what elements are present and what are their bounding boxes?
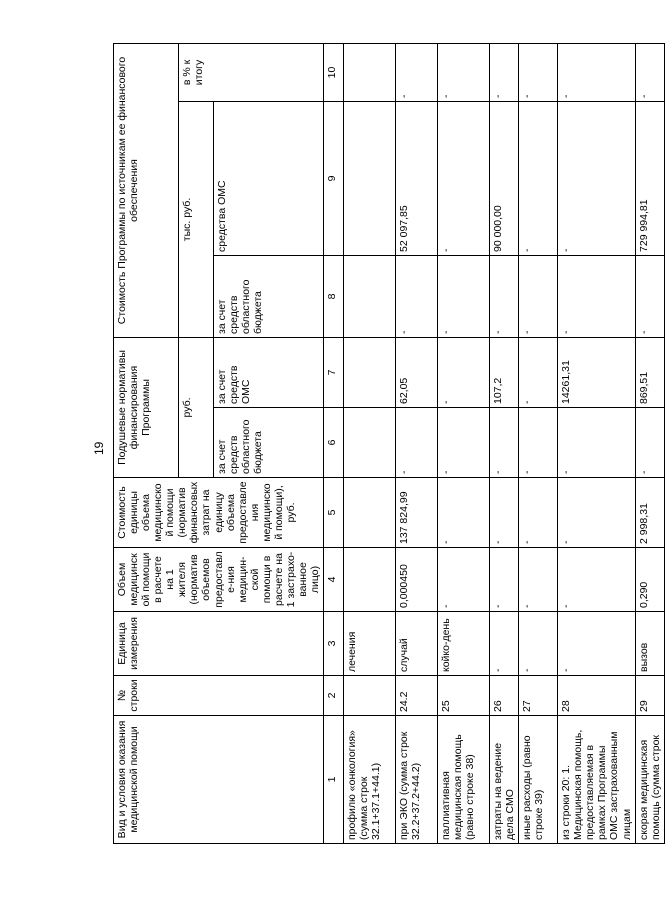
cell-unit-cost: - bbox=[438, 478, 490, 548]
header-percent-total: в % к итогу bbox=[179, 43, 324, 101]
cell-unit: койко-день bbox=[438, 612, 490, 676]
column-number: 4 bbox=[324, 548, 344, 612]
cell-row-number: 29 bbox=[635, 676, 664, 716]
cell-oms-norm: 869,51 bbox=[635, 337, 664, 407]
cell-oms-norm: - bbox=[519, 337, 558, 407]
cell-regional-norm: - bbox=[396, 408, 438, 478]
program-cost-table bbox=[113, 43, 665, 844]
column-number: 8 bbox=[324, 255, 344, 337]
cell-percent: - bbox=[396, 43, 438, 101]
header-program-cost-group: Стоимость Программы по источникам ее финансового обеспечения bbox=[114, 43, 179, 337]
cell-percent: - bbox=[519, 43, 558, 101]
cell-type: профилю «онкология» (сумма строк 32.1+37.1+44.1) bbox=[344, 716, 396, 844]
table-row bbox=[635, 43, 664, 843]
cell-oms-cost: 729 994,81 bbox=[635, 101, 664, 255]
cell-volume: - bbox=[519, 548, 558, 612]
cell-regional-cost: - bbox=[558, 255, 635, 337]
cell-oms-norm: 14261,31 bbox=[558, 337, 635, 407]
header-volume: Объем медицинской помощи в расчете на 1 жителя (норматив объемов предоставле-ния медицин-ской помощи в расчете на 1 застрахо-ванное лицо) bbox=[114, 548, 324, 612]
header-row-number: № строки bbox=[114, 676, 324, 716]
header-oms-funds: средства ОМС bbox=[214, 101, 324, 255]
cell-row-number: 25 bbox=[438, 676, 490, 716]
column-number: 9 bbox=[324, 101, 344, 255]
cell-type: скорая медицинская помощь (сумма строк bbox=[635, 716, 664, 844]
cell-unit-cost bbox=[344, 478, 396, 548]
cell-percent: - bbox=[635, 43, 664, 101]
table-row bbox=[519, 43, 558, 843]
cell-row-number: 26 bbox=[490, 676, 519, 716]
cell-regional-norm bbox=[344, 408, 396, 478]
header-unit: Единица измерения bbox=[114, 612, 324, 676]
cell-regional-cost bbox=[344, 255, 396, 337]
header-row-1 bbox=[114, 43, 179, 843]
cell-volume: 0,000450 bbox=[396, 548, 438, 612]
cell-type: из строки 20: 1. Медицинская помощь, предоставляемая в рамках Программы ОМС застрахованным лицам bbox=[558, 716, 635, 844]
rotated-table-container bbox=[113, 44, 662, 844]
header-per-capita-group: Подушевые нормативы финансирования Программы bbox=[114, 337, 179, 477]
cell-type: при ЭКО (сумма строк 32.2+37.2+44.2) bbox=[396, 716, 438, 844]
cell-oms-norm bbox=[344, 337, 396, 407]
header-unit-cost: Стоимость единицы объема медицинской помощи (норматив финансовых затрат на единицу объема предоставления медицинской помощи), руб. bbox=[114, 478, 324, 548]
column-number-row bbox=[324, 43, 344, 843]
column-number: 1 bbox=[324, 716, 344, 844]
cell-oms-cost: - bbox=[558, 101, 635, 255]
cell-oms-cost: 90 000,00 bbox=[490, 101, 519, 255]
page-number: 19 bbox=[92, 441, 106, 455]
table-row bbox=[344, 43, 396, 843]
cell-type: паллиативная медицинская помощь (равно строке 38) bbox=[438, 716, 490, 844]
cell-percent bbox=[344, 43, 396, 101]
header-rub-unit: руб. bbox=[179, 337, 214, 477]
header-type-conditions: Вид и условия оказания медицинской помощи bbox=[114, 716, 324, 844]
cell-unit: - bbox=[490, 612, 519, 676]
cell-unit-cost: - bbox=[558, 478, 635, 548]
cell-unit-cost: - bbox=[490, 478, 519, 548]
cell-regional-norm: - bbox=[438, 408, 490, 478]
cell-unit-cost: 137 824,99 bbox=[396, 478, 438, 548]
cell-regional-norm: - bbox=[490, 408, 519, 478]
cell-oms-norm: 62,05 bbox=[396, 337, 438, 407]
cell-unit: - bbox=[558, 612, 635, 676]
column-number: 10 bbox=[324, 43, 344, 101]
cell-regional-norm: - bbox=[635, 408, 664, 478]
header-thousand-rub-unit: тыс. руб. bbox=[179, 101, 214, 337]
column-number: 2 bbox=[324, 676, 344, 716]
cell-type: затраты на ведение дела СМО bbox=[490, 716, 519, 844]
cell-row-number: 24.2 bbox=[396, 676, 438, 716]
cell-volume: - bbox=[438, 548, 490, 612]
table-row bbox=[396, 43, 438, 843]
cell-unit-cost: - bbox=[519, 478, 558, 548]
cell-regional-norm: - bbox=[558, 408, 635, 478]
header-regional-budget-norm: за счет средств областного бюджета bbox=[214, 408, 324, 478]
column-number: 5 bbox=[324, 478, 344, 548]
cell-oms-cost: 52 097,85 bbox=[396, 101, 438, 255]
cell-row-number: 28 bbox=[558, 676, 635, 716]
cell-type: иные расходы (равно строке 39) bbox=[519, 716, 558, 844]
cell-percent: - bbox=[558, 43, 635, 101]
cell-volume: - bbox=[490, 548, 519, 612]
cell-row-number bbox=[344, 676, 396, 716]
cell-percent: - bbox=[438, 43, 490, 101]
cell-unit: случай bbox=[396, 612, 438, 676]
header-oms-norm: за счет средств ОМС bbox=[214, 337, 324, 407]
cell-oms-cost bbox=[344, 101, 396, 255]
column-number: 3 bbox=[324, 612, 344, 676]
cell-volume: - bbox=[558, 548, 635, 612]
cell-regional-cost: - bbox=[519, 255, 558, 337]
cell-oms-cost: - bbox=[438, 101, 490, 255]
cell-volume: 0,290 bbox=[635, 548, 664, 612]
cell-unit: вызов bbox=[635, 612, 664, 676]
cell-unit-cost: 2 998,31 bbox=[635, 478, 664, 548]
cell-percent: - bbox=[490, 43, 519, 101]
header-regional-budget-cost: за счет средств областного бюджета bbox=[214, 255, 324, 337]
cell-unit: лечения bbox=[344, 612, 396, 676]
table-row bbox=[558, 43, 635, 843]
cell-regional-cost: - bbox=[438, 255, 490, 337]
table-row bbox=[438, 43, 490, 843]
cell-oms-cost: - bbox=[519, 101, 558, 255]
column-number: 7 bbox=[324, 337, 344, 407]
table-row bbox=[490, 43, 519, 843]
cell-row-number: 27 bbox=[519, 676, 558, 716]
cell-volume bbox=[344, 548, 396, 612]
column-number: 6 bbox=[324, 408, 344, 478]
cell-oms-norm: 107,2 bbox=[490, 337, 519, 407]
cell-regional-cost: - bbox=[490, 255, 519, 337]
cell-unit: - bbox=[519, 612, 558, 676]
cell-regional-cost: - bbox=[635, 255, 664, 337]
cell-regional-norm: - bbox=[519, 408, 558, 478]
cell-regional-cost: - bbox=[396, 255, 438, 337]
cell-oms-norm: - bbox=[438, 337, 490, 407]
